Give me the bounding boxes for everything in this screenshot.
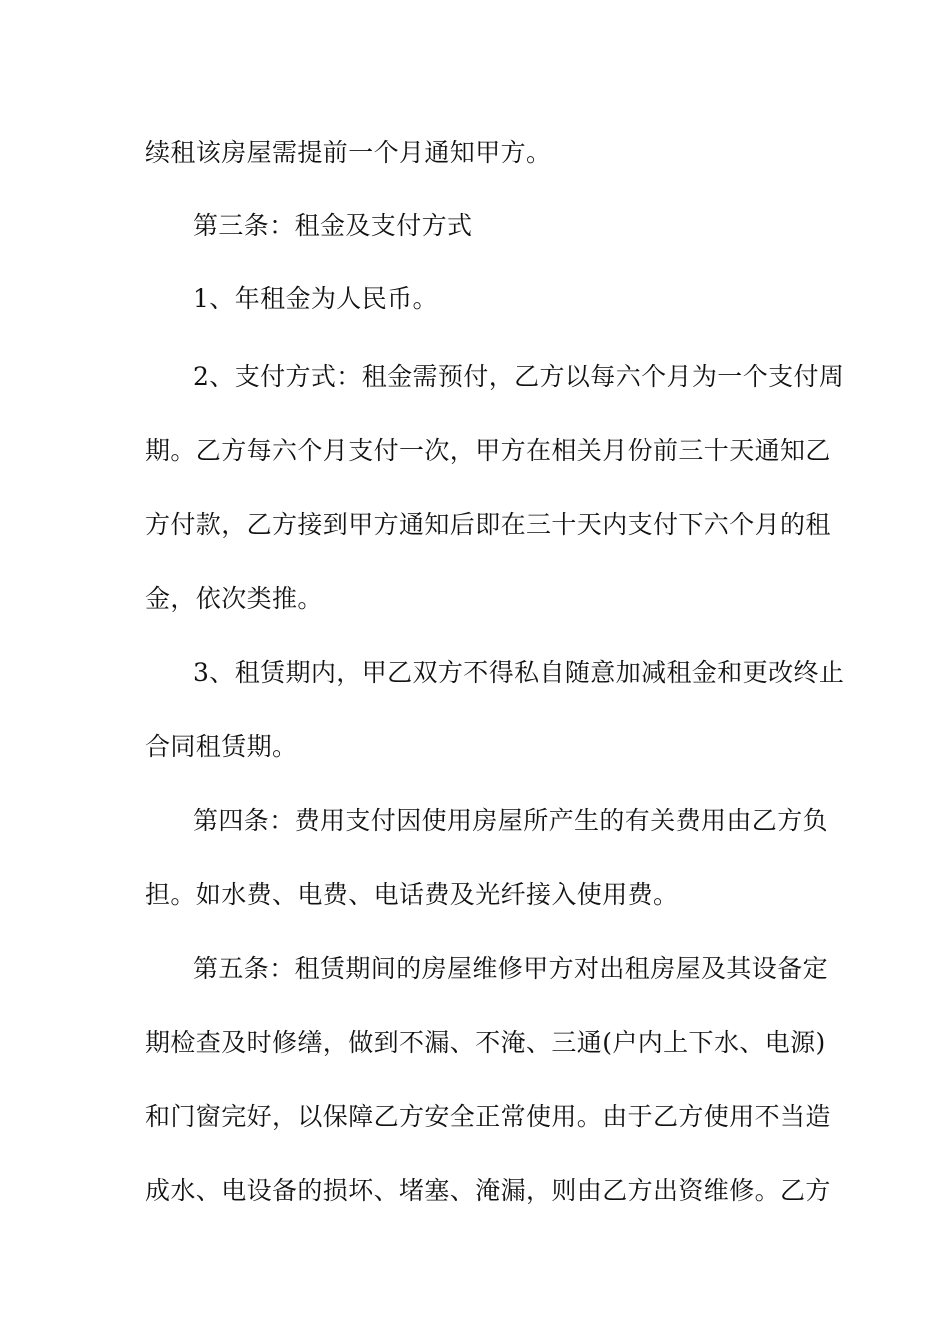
- text-line: 合同租赁期。: [145, 732, 298, 761]
- text-line: 2、支付方式：租金需预付，乙方以每六个月为一个支付周: [193, 362, 845, 391]
- text-line: 金，依次类推。: [145, 584, 323, 613]
- text-line: 1、年租金为人民币。: [193, 284, 438, 313]
- section-heading: 第五条：租赁期间的房屋维修甲方对出租房屋及其设备定: [193, 954, 829, 983]
- section-heading: 第三条：租金及支付方式: [193, 211, 473, 240]
- text-line: 3、租赁期内，甲乙双方不得私自随意加减租金和更改终止: [193, 658, 845, 687]
- text-line: 续租该房屋需提前一个月通知甲方。: [145, 138, 552, 167]
- text-line: 方付款，乙方接到甲方通知后即在三十天内支付下六个月的租: [145, 510, 831, 539]
- section-heading: 第四条：费用支付因使用房屋所产生的有关费用由乙方负: [193, 806, 829, 835]
- text-line: 和门窗完好，以保障乙方安全正常使用。由于乙方使用不当造: [145, 1102, 831, 1131]
- text-line: 期。乙方每六个月支付一次，甲方在相关月份前三十天通知乙: [145, 436, 831, 465]
- text-line: 成水、电设备的损坏、堵塞、淹漏，则由乙方出资维修。乙方: [145, 1176, 831, 1205]
- text-line: 期检查及时修缮，做到不漏、不淹、三通(户内上下水、电源): [145, 1028, 826, 1057]
- text-line: 担。如水费、电费、电话费及光纤接入使用费。: [145, 880, 679, 909]
